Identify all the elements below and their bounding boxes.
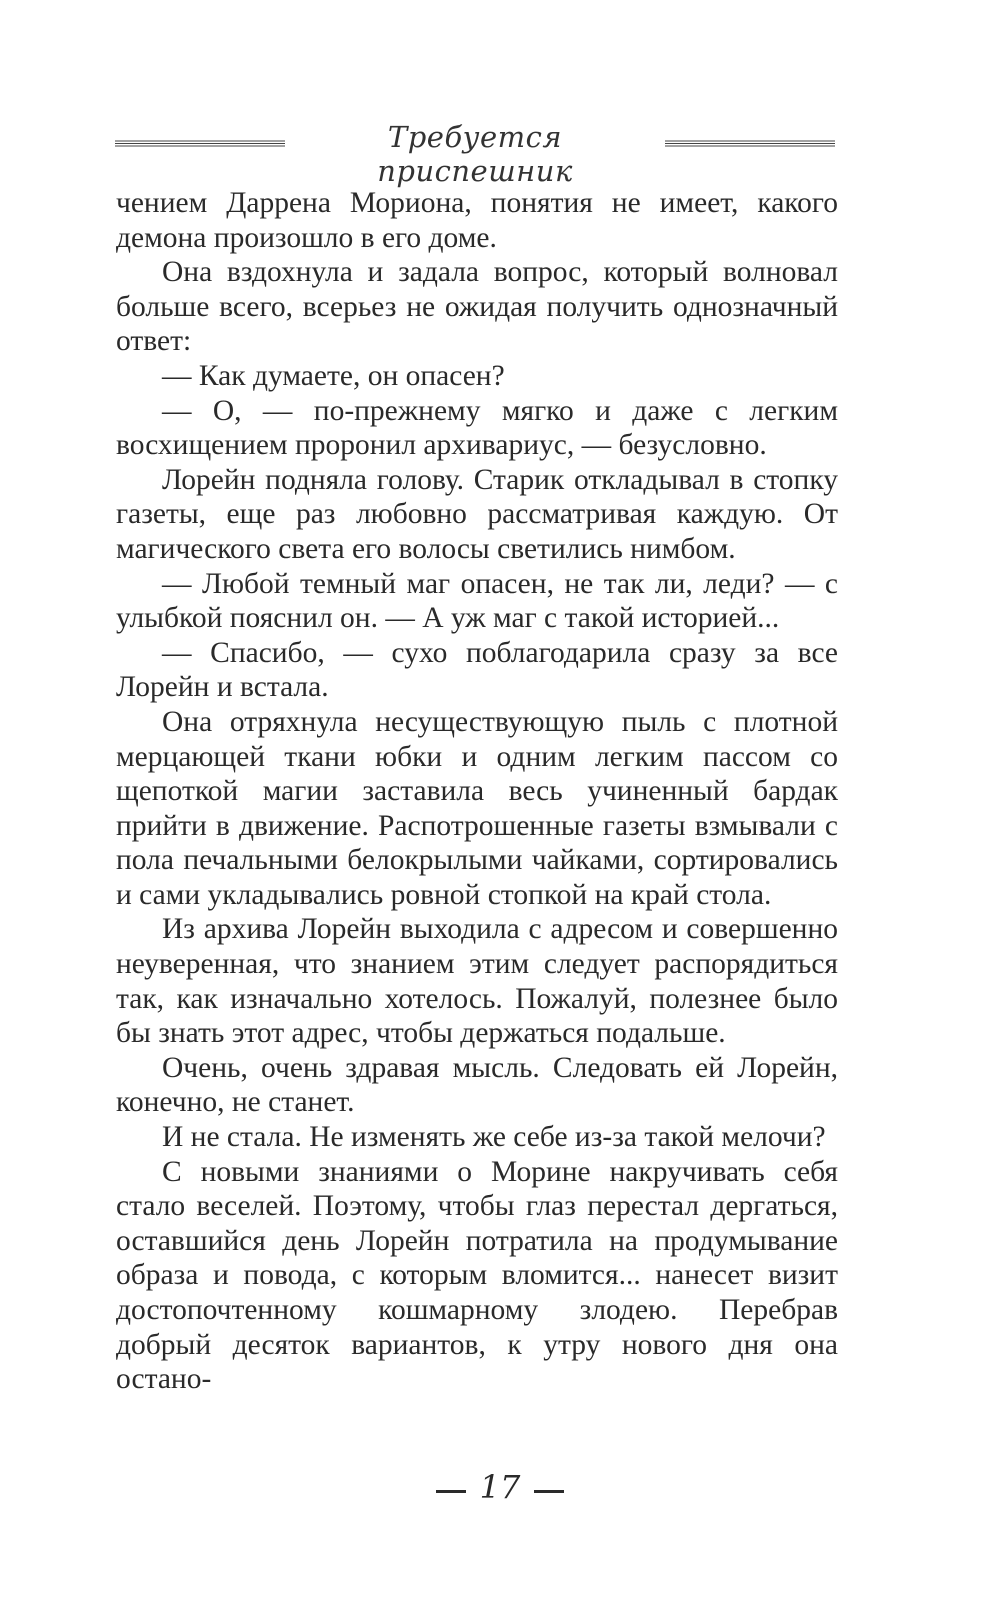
running-title: Требуется приспешник <box>377 120 573 188</box>
paragraph: чением Даррена Мориона, понятия не имеет, какого демона произошло в его доме. <box>116 187 838 254</box>
paragraph: — Как думаете, он опасен? <box>162 359 505 392</box>
paragraph: — Спасибо, — сухо поблагодарила сразу за все Лорейн и встала. <box>116 636 838 704</box>
running-header <box>115 118 835 188</box>
folio-dash-left <box>436 1490 466 1493</box>
paragraph: Лорейн подняла голову. Старик откладывал в стопку газеты, еще раз любовно рассматривая каждую. От магического света его волосы светились нимбом. <box>116 463 838 565</box>
body-text <box>116 186 838 1397</box>
paragraph: С новыми знаниями о Морине накручивать себя стало веселей. Поэтому, чтобы глаз перестал дергаться, оставшийся день Лорейн потратила на продумывание образа и повода, с которым вломится... нанесет визит достопочтенному кошмарному злодею. Перебрав добрый десяток вариантов, к утру нового дня она остано- <box>116 1155 838 1396</box>
folio-dash-right <box>534 1490 564 1493</box>
paragraph: — О, — по-прежнему мягко и даже с легким восхищением проронил архивариус, — безусловно. <box>116 394 838 462</box>
paragraph: — Любой темный маг опасен, не так ли, леди? — с улыбкой пояснил он. — А уж маг с такой историей... <box>116 567 838 635</box>
page-footer <box>0 1468 1000 1506</box>
page-number: 17 <box>479 1468 521 1506</box>
header-rule-left <box>115 140 285 147</box>
paragraph: Она отряхнула несуществующую пыль с плотной мерцающей ткани юбки и одним легким пассом со щепоткой магии заставила весь учиненный бардак прийти в движение. Распотрошенные газеты взмывали с пола печальными белокрылыми чайками, сортировались и сами укладывались ровной стопкой на край стола. <box>116 705 838 911</box>
paragraph: И не стала. Не изменять же себе из-за такой мелочи? <box>162 1121 826 1154</box>
paragraph: Из архива Лорейн выходила с адресом и совершенно неуверенная, что знанием этим следует распорядиться так, как изначально хотелось. Пожалуй, полезнее было бы знать этот адрес, чтобы держаться подальше. <box>116 913 838 1050</box>
paragraph: Очень, очень здравая мысль. Следовать ей Лорейн, конечно, не станет. <box>116 1051 838 1119</box>
paragraph: Она вздохнула и задала вопрос, который волновал больше всего, всерьез не ожидая получить однозначный ответ: <box>116 256 838 358</box>
header-rule-right <box>665 140 835 147</box>
